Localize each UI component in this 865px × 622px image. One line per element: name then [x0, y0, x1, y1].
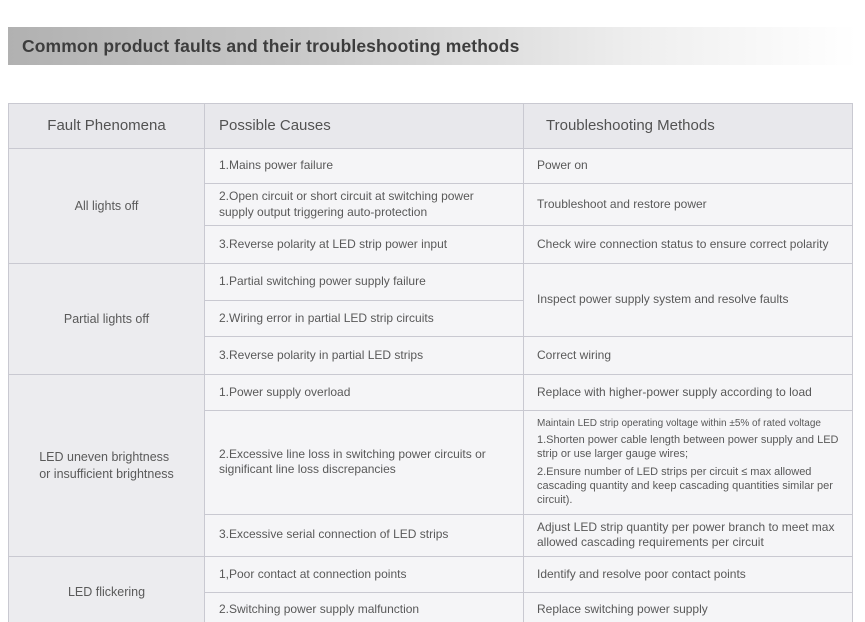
cause-cell: 2.Excessive line loss in switching power circuits or significant line loss discrepancies	[205, 411, 524, 514]
cause-cell: 3.Reverse polarity in partial LED strips	[205, 337, 524, 375]
cause-cell: 1.Partial switching power supply failure	[205, 264, 524, 301]
phenomenon-partial-lights-off: Partial lights off	[9, 264, 205, 375]
cause-cell: 1,Poor contact at connection points	[205, 556, 524, 592]
method-line: Maintain LED strip operating voltage within ±5% of rated voltage	[537, 418, 821, 430]
header-possible-causes: Possible Causes	[205, 104, 524, 149]
table-row	[9, 556, 853, 592]
method-cell: Replace switching power supply	[524, 592, 853, 622]
method-cell: Replace with higher-power supply according to load	[524, 375, 853, 411]
cause-cell: 1.Mains power failure	[205, 149, 524, 184]
table-row	[9, 375, 853, 411]
cause-cell: 2.Wiring error in partial LED strip circuits	[205, 301, 524, 337]
method-cell-merged: Inspect power supply system and resolve faults	[524, 264, 853, 337]
method-cell-multiline	[524, 411, 853, 514]
phenomenon-led-flickering: LED flickering	[9, 556, 205, 622]
header-fault-phenomena: Fault Phenomena	[9, 104, 205, 149]
method-cell: Check wire connection status to ensure correct polarity	[524, 226, 853, 264]
phenomenon-all-lights-off: All lights off	[9, 149, 205, 264]
section-title-bar	[8, 27, 857, 65]
method-line: 1.Shorten power cable length between power supply and LED strip or use larger gauge wires;	[537, 434, 839, 461]
method-cell: Correct wiring	[524, 337, 853, 375]
table-row	[9, 149, 853, 184]
cause-cell: 3.Excessive serial connection of LED strips	[205, 514, 524, 556]
phenomenon-led-uneven-brightness	[9, 375, 205, 557]
method-cell: Troubleshoot and restore power	[524, 184, 853, 226]
troubleshooting-table	[8, 103, 853, 622]
header-troubleshooting-methods: Troubleshooting Methods	[524, 104, 853, 149]
method-line: 2.Ensure number of LED strips per circuit ≤ max allowed cascading quantity and keep cascading quantities similar per circuit).	[537, 465, 833, 507]
method-cell: Power on	[524, 149, 853, 184]
method-cell: Identify and resolve poor contact points	[524, 556, 853, 592]
table-row	[9, 264, 853, 301]
cause-cell: 2.Open circuit or short circuit at switching power supply output triggering auto-protection	[205, 184, 524, 226]
phenomenon-line: LED uneven brightness	[39, 450, 170, 465]
cause-cell: 3.Reverse polarity at LED strip power input	[205, 226, 524, 264]
cause-cell: 2.Switching power supply malfunction	[205, 592, 524, 622]
table-header-row	[9, 104, 853, 149]
method-cell: Adjust LED strip quantity per power branch to meet max allowed cascading requirements per circuit	[524, 514, 853, 556]
phenomenon-line: or insufficient brightness	[39, 466, 174, 481]
page-title: Common product faults and their troubleshooting methods	[22, 35, 520, 56]
cause-cell: 1.Power supply overload	[205, 375, 524, 411]
